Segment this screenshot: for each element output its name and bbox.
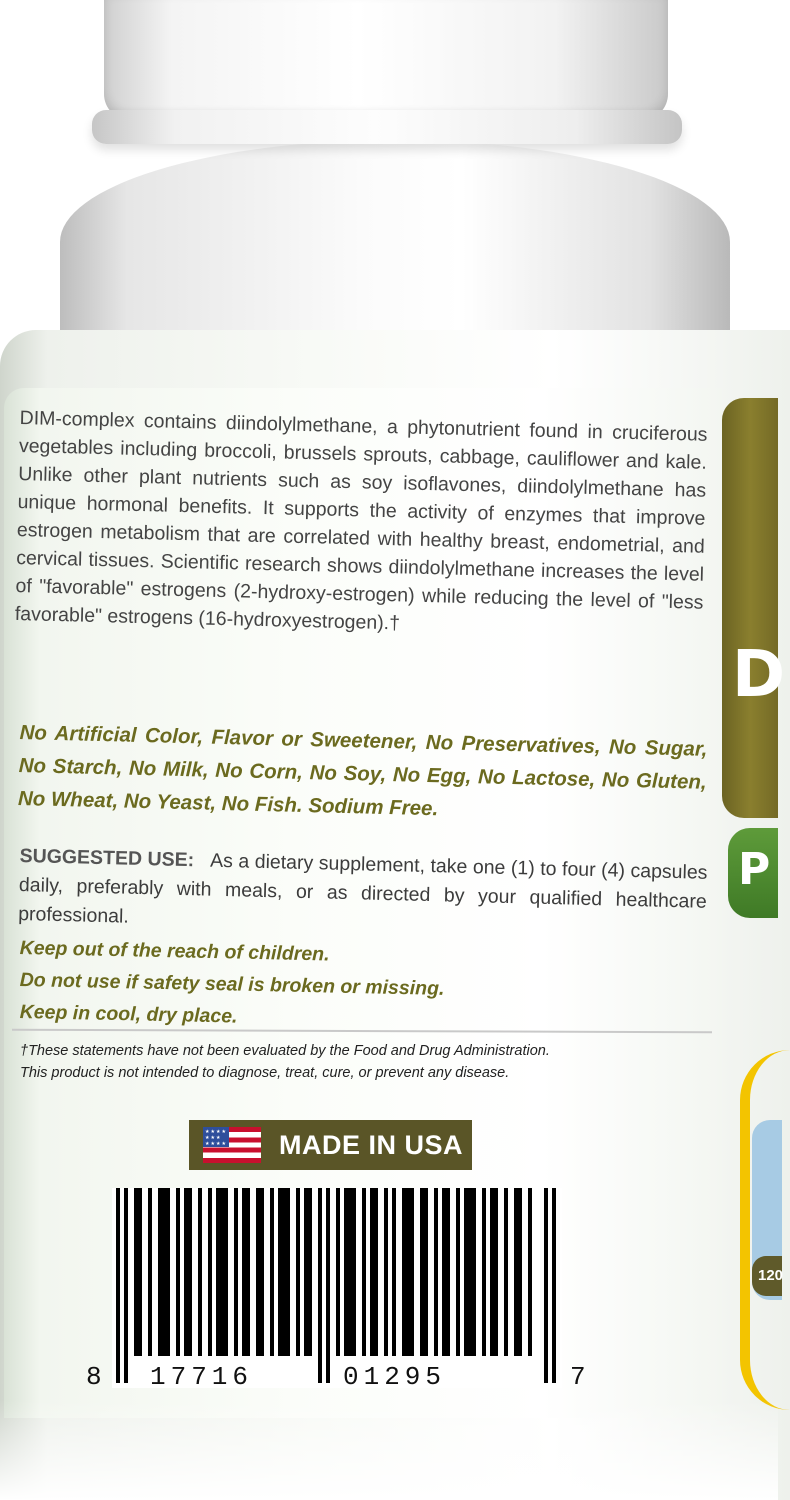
- bottom-fade: [0, 1400, 778, 1500]
- us-flag-icon: ★★★★ ★★★ ★★★★: [203, 1127, 261, 1163]
- front-label-title-fragment: D: [732, 638, 786, 712]
- front-label-count-fragment: 120: [752, 1256, 782, 1296]
- upc-barcode: [112, 1188, 562, 1388]
- suggested-use-label: SUGGESTED USE:: [19, 844, 195, 872]
- made-in-usa-text: MADE IN USA: [279, 1129, 464, 1160]
- product-description: DIM-complex contains diindolylmethane, a phytonutrient found in cruciferous vegetables including broccoli, brussels sprouts, cabbage, cauliflower and kale. Unlike other plant nutrients such as soy isoflavones, diindolylmethane has unique hormonal benefits. It supports the activity of enzymes that improve estrogen metabolism that are correlated with healthy breast, endometrial, and cervical tissues. Scientific research shows diindolylmethane increases the level of "favorable" estrogens (2-hydroxy-estrogen) while reducing the level of "less favorable" estrogens (16-hydroxyestrogen).†: [14, 406, 708, 635]
- warning-storage: Keep in cool, dry place.: [19, 1000, 238, 1028]
- barcode-digit-last: 7: [570, 1362, 586, 1392]
- barcode-bars: [112, 1188, 562, 1388]
- suggested-use: [18, 842, 708, 946]
- front-label-brand-band: [722, 398, 786, 818]
- disclaimer-line-1: †These statements have not been evaluated by the Food and Drug Administration.: [20, 1043, 550, 1059]
- fda-disclaimer: [20, 1040, 710, 1084]
- disclaimer-line-2: This product is not intended to diagnose, treat, cure, or prevent any disease.: [20, 1065, 510, 1081]
- barcode-digit-first: 8: [86, 1362, 102, 1392]
- suggested-use-text: As a dietary supplement, take one (1) to four (4) capsules daily, preferably with meals, or as directed by your qualified healthcare professional.: [17, 849, 708, 928]
- barcode-digits-left: 17716: [150, 1362, 254, 1392]
- cap-rim: [92, 110, 682, 144]
- front-label-tab-fragment: P: [738, 844, 771, 895]
- warning-children: Keep out of the reach of children.: [19, 936, 330, 966]
- barcode-digits-right: 01295: [343, 1362, 447, 1392]
- barcode-digits: [0, 1362, 600, 1402]
- warning-safety-seal: Do not use if safety seal is broken or missing.: [19, 968, 445, 1000]
- free-from-statement: No Artificial Color, Flavor or Sweetener, No Preservatives, No Sugar, No Starch, No Milk, No Corn, No Soy, No Egg, No Lactose, No Gluten, No Wheat, No Yeast, No Fish. Sodium Free.: [17, 720, 708, 821]
- made-in-usa-badge: [189, 1120, 472, 1170]
- bottle-cap: [104, 0, 668, 120]
